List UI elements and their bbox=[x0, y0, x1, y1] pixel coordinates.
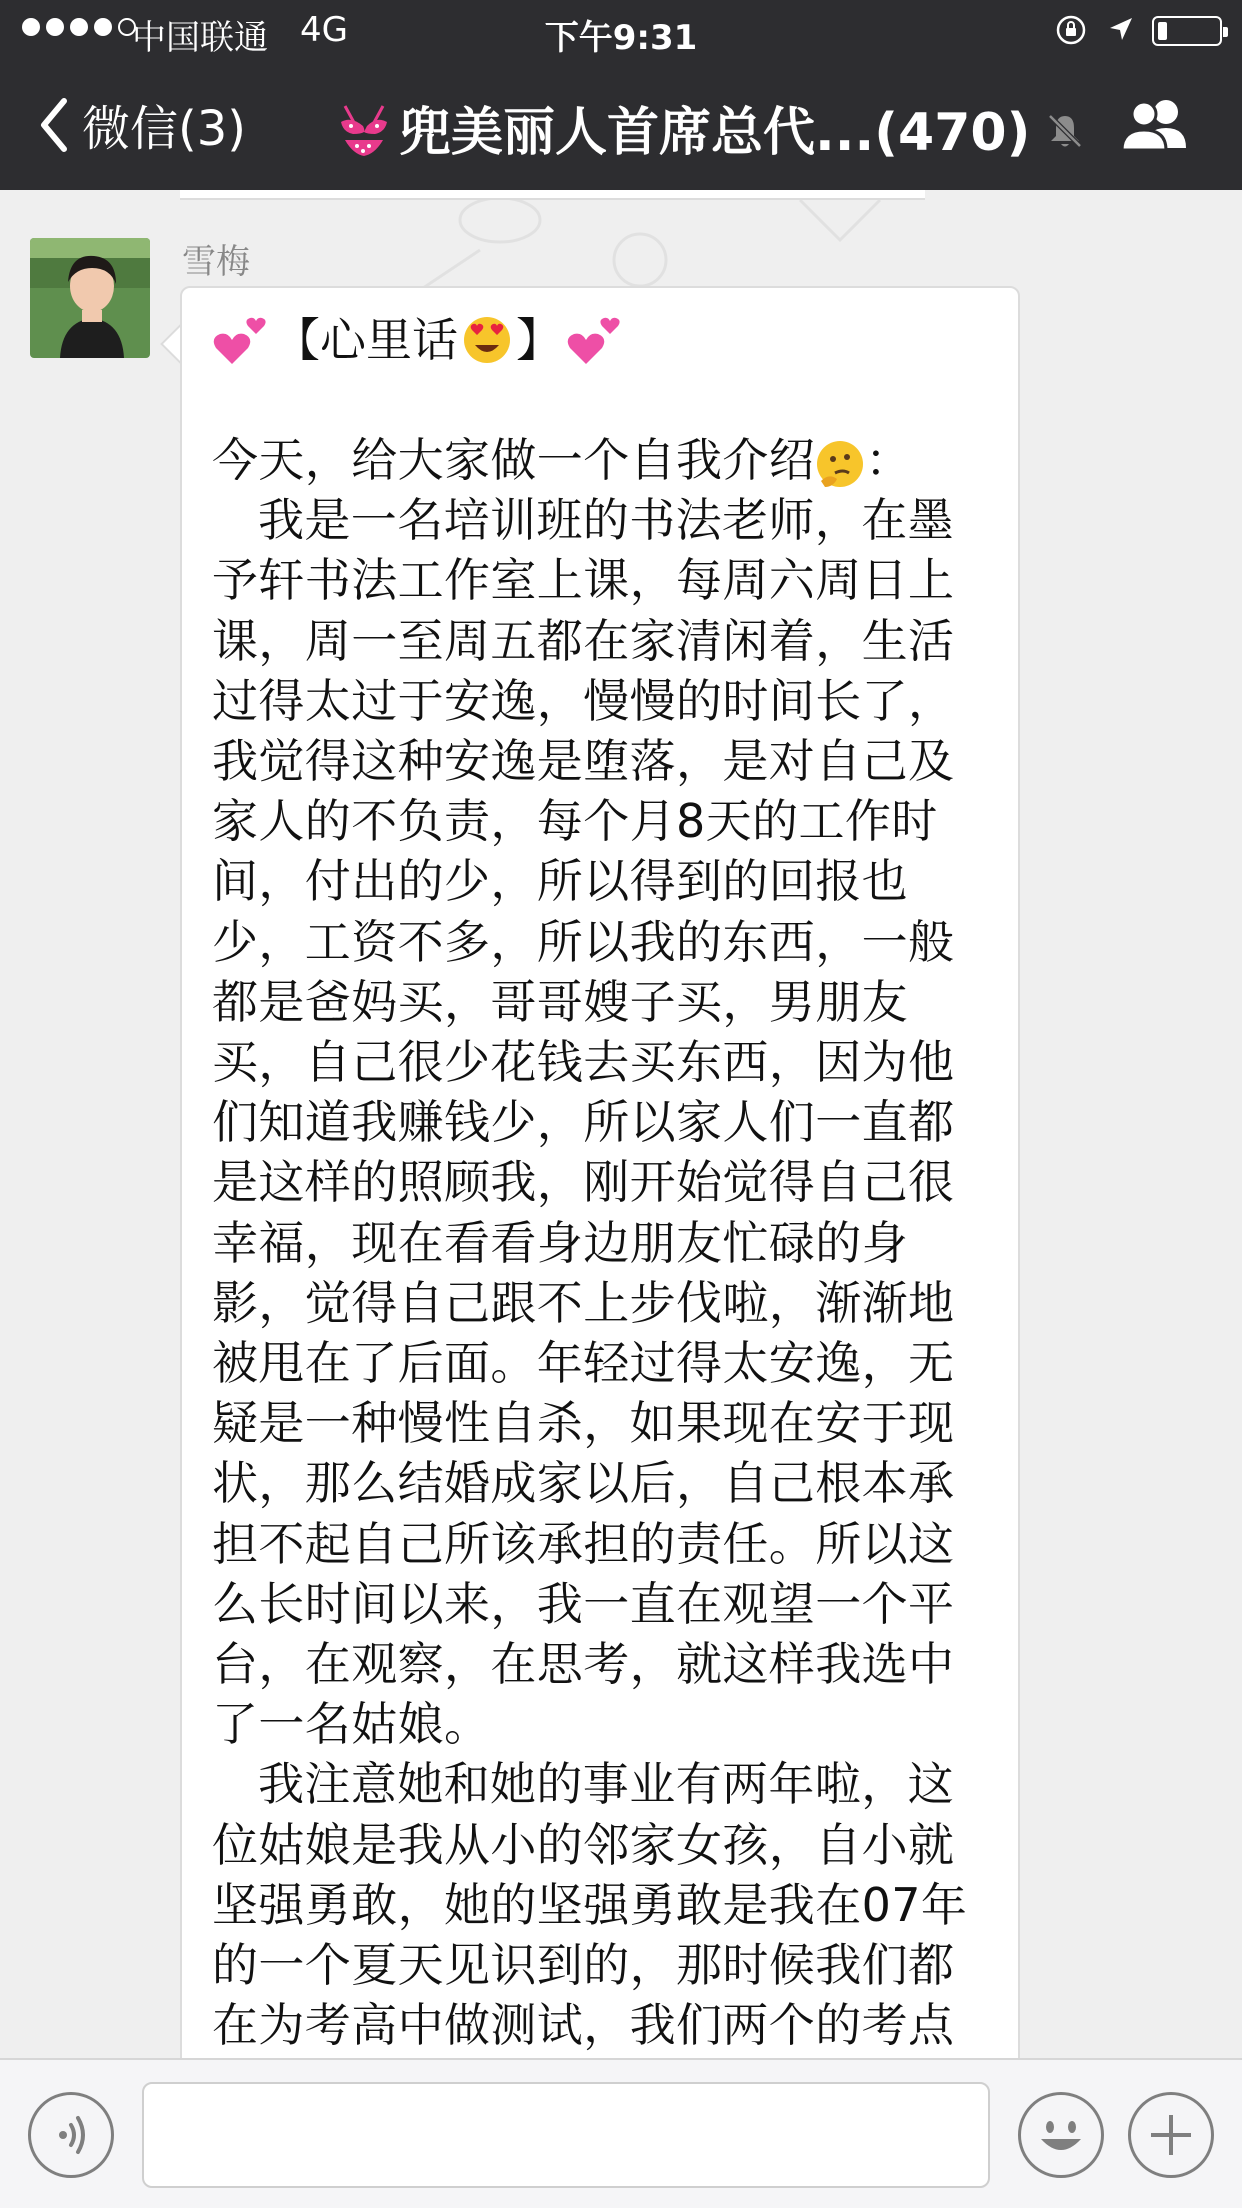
chat-area[interactable] bbox=[0, 190, 1242, 2058]
message-heading bbox=[212, 310, 990, 370]
previous-message-edge bbox=[180, 190, 925, 200]
more-button[interactable] bbox=[1128, 2092, 1214, 2178]
two-hearts-emoji-icon bbox=[566, 312, 624, 368]
blank-line bbox=[212, 370, 990, 430]
chevron-left-icon bbox=[36, 95, 72, 155]
avatar[interactable] bbox=[30, 238, 150, 358]
clock: 下午9:31 bbox=[544, 18, 698, 58]
intro-colon: ： bbox=[865, 433, 912, 487]
intro-text: 今天，给大家做一个自我介绍 bbox=[212, 433, 816, 487]
paragraph-2: 我注意她和她的事业有两年啦，这位姑娘是我从小的邻家女孩，自小就坚强勇敢，她的坚强勇敢是我在07年的一个夏天见识到的，那时候我们都在为考高中做测试，我们两个的考点 bbox=[212, 1757, 968, 2053]
rotation-lock-icon bbox=[1055, 14, 1087, 46]
bikini-emoji-icon bbox=[335, 98, 393, 158]
heading-close: 】 bbox=[516, 313, 562, 367]
intro-line bbox=[212, 430, 990, 490]
back-label: 微信(3) bbox=[82, 101, 246, 157]
back-button[interactable] bbox=[36, 90, 246, 159]
smiley-icon bbox=[1021, 2095, 1101, 2175]
heading-open: 【心里话 bbox=[274, 313, 458, 367]
status-bar bbox=[0, 0, 1242, 60]
chat-title[interactable] bbox=[335, 90, 1086, 165]
nav-bar bbox=[0, 60, 1242, 190]
bell-muted-icon bbox=[1044, 110, 1086, 152]
paragraph-1: 我是一名培训班的书法老师，在墨予轩书法工作室上课，每周六周日上课，周一至周五都在家清闲着，生活过得太过于安逸，慢慢的时间长了，我觉得这种安逸是堕落，是对自己及家人的不负责，每个月8天的工作时间，付出的少，所以得到的回报也少，工资不多，所以我的东西，一般都是爸妈买，哥哥嫂子买，男朋友买，自己很少花钱去买东西，因为他们知道我赚钱少，所以家人们一直都是这样的照顾我，刚开始觉得自己很幸福，现在看看身边朋友忙碌的身影，觉得自己跟不上步伐啦，渐渐地被甩在了后面。年轻过得太安逸，无疑是一种慢性自杀，如果现在安于现状，那么结婚成家以后，自己根本承担不起自己所该承担的责任。所以这么长时间以来，我一直在观望一个平台，在观察，在思考，就这样我选中了一名姑娘。 bbox=[212, 493, 955, 1752]
sender-name: 雪梅 bbox=[182, 242, 250, 282]
location-arrow-icon bbox=[1106, 14, 1136, 44]
plus-icon bbox=[1131, 2095, 1211, 2175]
input-bar bbox=[0, 2058, 1242, 2208]
emoji-button[interactable] bbox=[1018, 2092, 1104, 2178]
battery-fill bbox=[1158, 22, 1167, 40]
carrier-name: 中国联通 bbox=[132, 18, 268, 58]
thinking-emoji-icon bbox=[815, 439, 865, 489]
battery-icon bbox=[1152, 16, 1222, 46]
top-bar bbox=[0, 0, 1242, 190]
group-members-icon[interactable] bbox=[1118, 94, 1194, 154]
voice-button[interactable] bbox=[28, 2092, 114, 2178]
network-type: 4G bbox=[300, 10, 348, 50]
voice-icon bbox=[31, 2095, 111, 2175]
message-bubble[interactable] bbox=[180, 286, 1020, 2058]
two-hearts-emoji-icon bbox=[212, 312, 270, 368]
message-input[interactable] bbox=[142, 2082, 990, 2188]
avatar-photo bbox=[30, 238, 150, 358]
heart-eyes-emoji-icon bbox=[462, 315, 512, 365]
chat-title-text: 兜美丽人首席总代...(470) bbox=[399, 103, 1031, 163]
